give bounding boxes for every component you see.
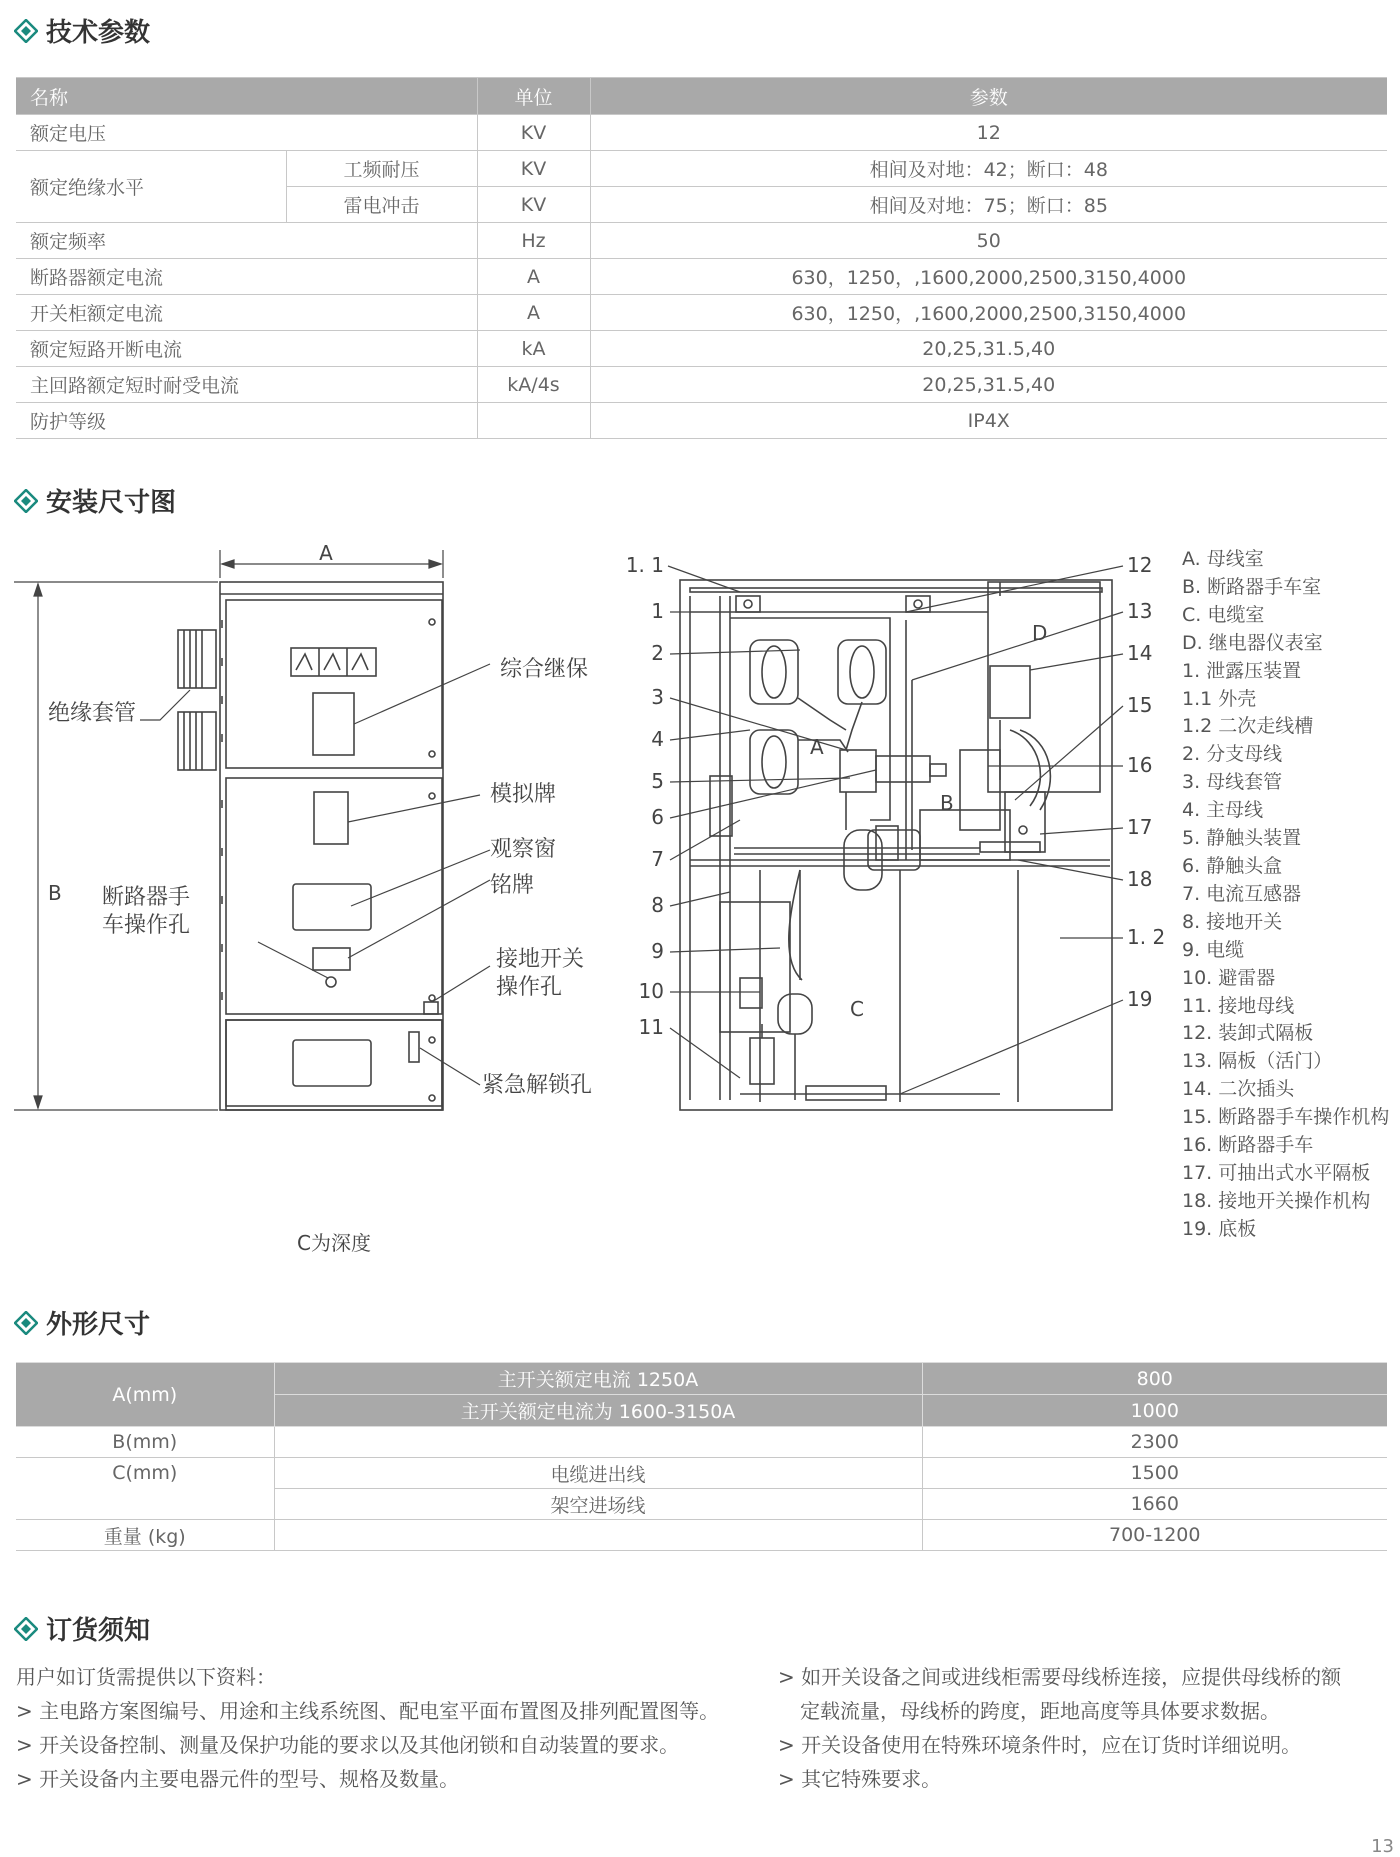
diamond-bullet-icon (14, 1311, 38, 1335)
param-value: 20,25,31.5,40 (590, 367, 1387, 403)
diamond-bullet-icon (14, 19, 38, 43)
param-name: 主回路额定短时耐受电流 (16, 367, 477, 403)
param-value: 630，1250，,1600,2000,2500,3150,4000 (590, 259, 1387, 295)
legend-item: 3. 母线套管 (1182, 771, 1283, 794)
table-row (16, 1363, 1387, 1395)
callout: 2 (651, 641, 664, 665)
order-item: > 如开关设备之间或进线柜需要母线桥连接，应提供母线桥的额 (778, 1665, 1342, 1689)
param-unit: A (477, 259, 590, 295)
param-value: 20,25,31.5,40 (590, 331, 1387, 367)
page-number: 13 (1371, 1836, 1394, 1857)
legend-item: 19. 底板 (1182, 1217, 1257, 1240)
order-item: > 开关设备控制、测量及保护功能的要求以及其他闭锁和自动装置的要求。 (16, 1733, 680, 1757)
label-bushing: 绝缘套管 (48, 701, 137, 726)
diamond-bullet-icon (14, 1617, 38, 1641)
dim-a-label: A (319, 541, 333, 565)
dims-c-label: C(mm) (16, 1458, 274, 1520)
param-value: 相间及对地：42；断口：48 (590, 151, 1387, 187)
dim-b-label: B (48, 881, 62, 905)
param-unit: kA (477, 331, 590, 367)
table-row (16, 1520, 1387, 1551)
callout: 1 (651, 599, 664, 623)
legend-item: A. 母线室 (1182, 548, 1264, 570)
tech-params-table (16, 77, 1387, 439)
callout: 4 (651, 727, 664, 751)
legend-item: D. 继电器仪表室 (1182, 631, 1323, 654)
legend-item: 18. 接地开关操作机构 (1182, 1189, 1371, 1212)
param-name: 额定频率 (16, 223, 477, 259)
legend-item: 1. 泄露压装置 (1182, 659, 1302, 682)
legend-item: 13. 隔板（活门） (1182, 1050, 1333, 1073)
callout: 10 (638, 979, 664, 1003)
dims-desc (274, 1427, 922, 1458)
param-sub-name: 工频耐压 (286, 151, 477, 187)
room-c-label: C (850, 997, 864, 1021)
legend-item: 12. 装卸式隔板 (1182, 1022, 1314, 1045)
param-unit: A (477, 295, 590, 331)
legend-item: 6. 静触头盒 (1182, 854, 1283, 877)
legend-item: 5. 静触头装置 (1182, 827, 1302, 850)
callout: 19 (1127, 987, 1153, 1011)
legend-item: 8. 接地开关 (1182, 910, 1283, 933)
dims-value: 2300 (922, 1427, 1387, 1458)
dims-value: 1660 (922, 1489, 1387, 1520)
param-unit: KV (477, 187, 590, 223)
legend-item: 1.2 二次走线槽 (1182, 715, 1314, 738)
label-breaker-hole-1: 断路器手 (102, 885, 191, 910)
param-value: IP4X (590, 403, 1387, 439)
dims-value: 1500 (922, 1458, 1387, 1489)
callout: 12 (1127, 553, 1153, 577)
order-item: > 其它特殊要求。 (778, 1767, 942, 1791)
label-earth-hole-2: 操作孔 (496, 975, 563, 1000)
callout: 7 (651, 847, 664, 871)
outline-dims-table (16, 1362, 1387, 1551)
callout: 6 (651, 805, 664, 829)
legend-item: 14. 二次插头 (1182, 1078, 1295, 1101)
order-item: > 开关设备使用在特殊环境条件时，应在订货时详细说明。 (778, 1733, 1302, 1757)
diamond-bullet-icon (14, 489, 38, 513)
label-earth-hole-1: 接地开关 (496, 947, 585, 972)
param-name: 开关柜额定电流 (16, 295, 477, 331)
legend-item: 1.1 外壳 (1182, 687, 1257, 710)
order-item: > 开关设备内主要电器元件的型号、规格及数量。 (16, 1767, 460, 1791)
order-item-cont: 定载流量，母线桥的跨度，距地高度等具体要求数据。 (800, 1699, 1280, 1723)
callout: 17 (1127, 815, 1153, 839)
param-value: 630，1250，,1600,2000,2500,3150,4000 (590, 295, 1387, 331)
param-name: 额定绝缘水平 (16, 151, 286, 223)
dims-value: 800 (922, 1363, 1387, 1395)
legend-item: 9. 电缆 (1182, 938, 1245, 961)
table-row (16, 151, 1387, 187)
legend-item: 17. 可抽出式水平隔板 (1182, 1161, 1371, 1184)
legend-item: 11. 接地母线 (1182, 994, 1295, 1017)
side-view-cabinet (680, 580, 1112, 1110)
table-row (16, 367, 1387, 403)
order-notes-left (16, 1660, 776, 1796)
param-unit: KV (477, 151, 590, 187)
legend-item: 16. 断路器手车 (1182, 1134, 1314, 1157)
callout: 5 (651, 769, 664, 793)
callout: 3 (651, 685, 664, 709)
dims-desc: 主开关额定电流 1250A (274, 1363, 922, 1395)
param-unit: kA/4s (477, 367, 590, 403)
legend-item: 7. 电流互感器 (1182, 882, 1302, 905)
dims-desc: 主开关额定电流为 1600-3150A (274, 1395, 922, 1427)
legend-item: 10. 避雷器 (1182, 966, 1276, 989)
callout: 14 (1127, 641, 1153, 665)
header-value: 参数 (590, 78, 1387, 115)
installation-diagram (0, 530, 1180, 1270)
section-title-order: 订货须知 (14, 1610, 150, 1647)
callout: 13 (1127, 599, 1153, 623)
table-row (16, 259, 1387, 295)
header-unit: 单位 (477, 78, 590, 115)
order-intro: 用户如订货需提供以下资料： (16, 1665, 276, 1689)
table-row (16, 331, 1387, 367)
param-unit: KV (477, 115, 590, 151)
order-notes-right (778, 1660, 1388, 1796)
label-unlock: 紧急解锁孔 (482, 1073, 593, 1098)
param-unit (477, 403, 590, 439)
front-view-cabinet (178, 582, 443, 1110)
section-title-install: 安装尺寸图 (14, 482, 176, 519)
dims-desc (274, 1520, 922, 1551)
room-d-label: D (1032, 621, 1048, 645)
callout: 15 (1127, 693, 1153, 717)
caption-depth: C为深度 (297, 1231, 371, 1255)
callout: 8 (651, 893, 664, 917)
param-name: 断路器额定电流 (16, 259, 477, 295)
label-breaker-hole-2: 车操作孔 (102, 913, 191, 938)
param-value: 相间及对地：75；断口：85 (590, 187, 1387, 223)
callout: 11 (638, 1015, 664, 1039)
table-row (16, 1427, 1387, 1458)
table-row (16, 115, 1387, 151)
dims-a-label: A(mm) (16, 1363, 274, 1427)
callout: 18 (1127, 867, 1153, 891)
section-title-outline: 外形尺寸 (14, 1304, 150, 1341)
param-name: 防护等级 (16, 403, 477, 439)
label-mimic: 模拟牌 (490, 782, 557, 807)
callout: 16 (1127, 753, 1153, 777)
legend-item: B. 断路器手车室 (1182, 575, 1322, 598)
callout: 1. 2 (1127, 925, 1166, 949)
label-window: 观察窗 (490, 837, 557, 862)
table-header-row (16, 78, 1387, 115)
table-row (16, 1458, 1387, 1489)
legend-item: 15. 断路器手车操作机构 (1182, 1106, 1390, 1129)
label-relay: 综合继保 (500, 657, 589, 682)
section-title-tech: 技术参数 (14, 12, 150, 49)
dims-desc: 架空进场线 (274, 1489, 922, 1520)
callout: 9 (651, 939, 664, 963)
dimension-lines (14, 550, 443, 1110)
dims-value: 1000 (922, 1395, 1387, 1427)
room-b-label: B (940, 791, 954, 815)
room-a-label: A (810, 735, 824, 759)
header-name: 名称 (16, 78, 477, 115)
param-sub-name: 雷电冲击 (286, 187, 477, 223)
legend-item: C. 电缆室 (1182, 603, 1265, 626)
legend-item: 4. 主母线 (1182, 799, 1264, 822)
front-leader-lines (140, 664, 490, 1085)
table-row (16, 403, 1387, 439)
table-row (16, 295, 1387, 331)
component-legend (1182, 546, 1389, 1244)
param-name: 额定电压 (16, 115, 477, 151)
dims-b-label: B(mm) (16, 1427, 274, 1458)
param-value: 12 (590, 115, 1387, 151)
dims-value: 700-1200 (922, 1520, 1387, 1551)
param-name: 额定短路开断电流 (16, 331, 477, 367)
table-row (16, 223, 1387, 259)
label-nameplate: 铭牌 (490, 873, 535, 898)
dims-weight-label: 重量 (kg) (16, 1520, 274, 1551)
param-value: 50 (590, 223, 1387, 259)
callout: 1. 1 (625, 553, 664, 577)
legend-item: 2. 分支母线 (1182, 743, 1283, 766)
dims-desc: 电缆进出线 (274, 1458, 922, 1489)
param-unit: Hz (477, 223, 590, 259)
order-item: > 主电路方案图编号、用途和主线系统图、配电室平面布置图及排列配置图等。 (16, 1699, 720, 1723)
